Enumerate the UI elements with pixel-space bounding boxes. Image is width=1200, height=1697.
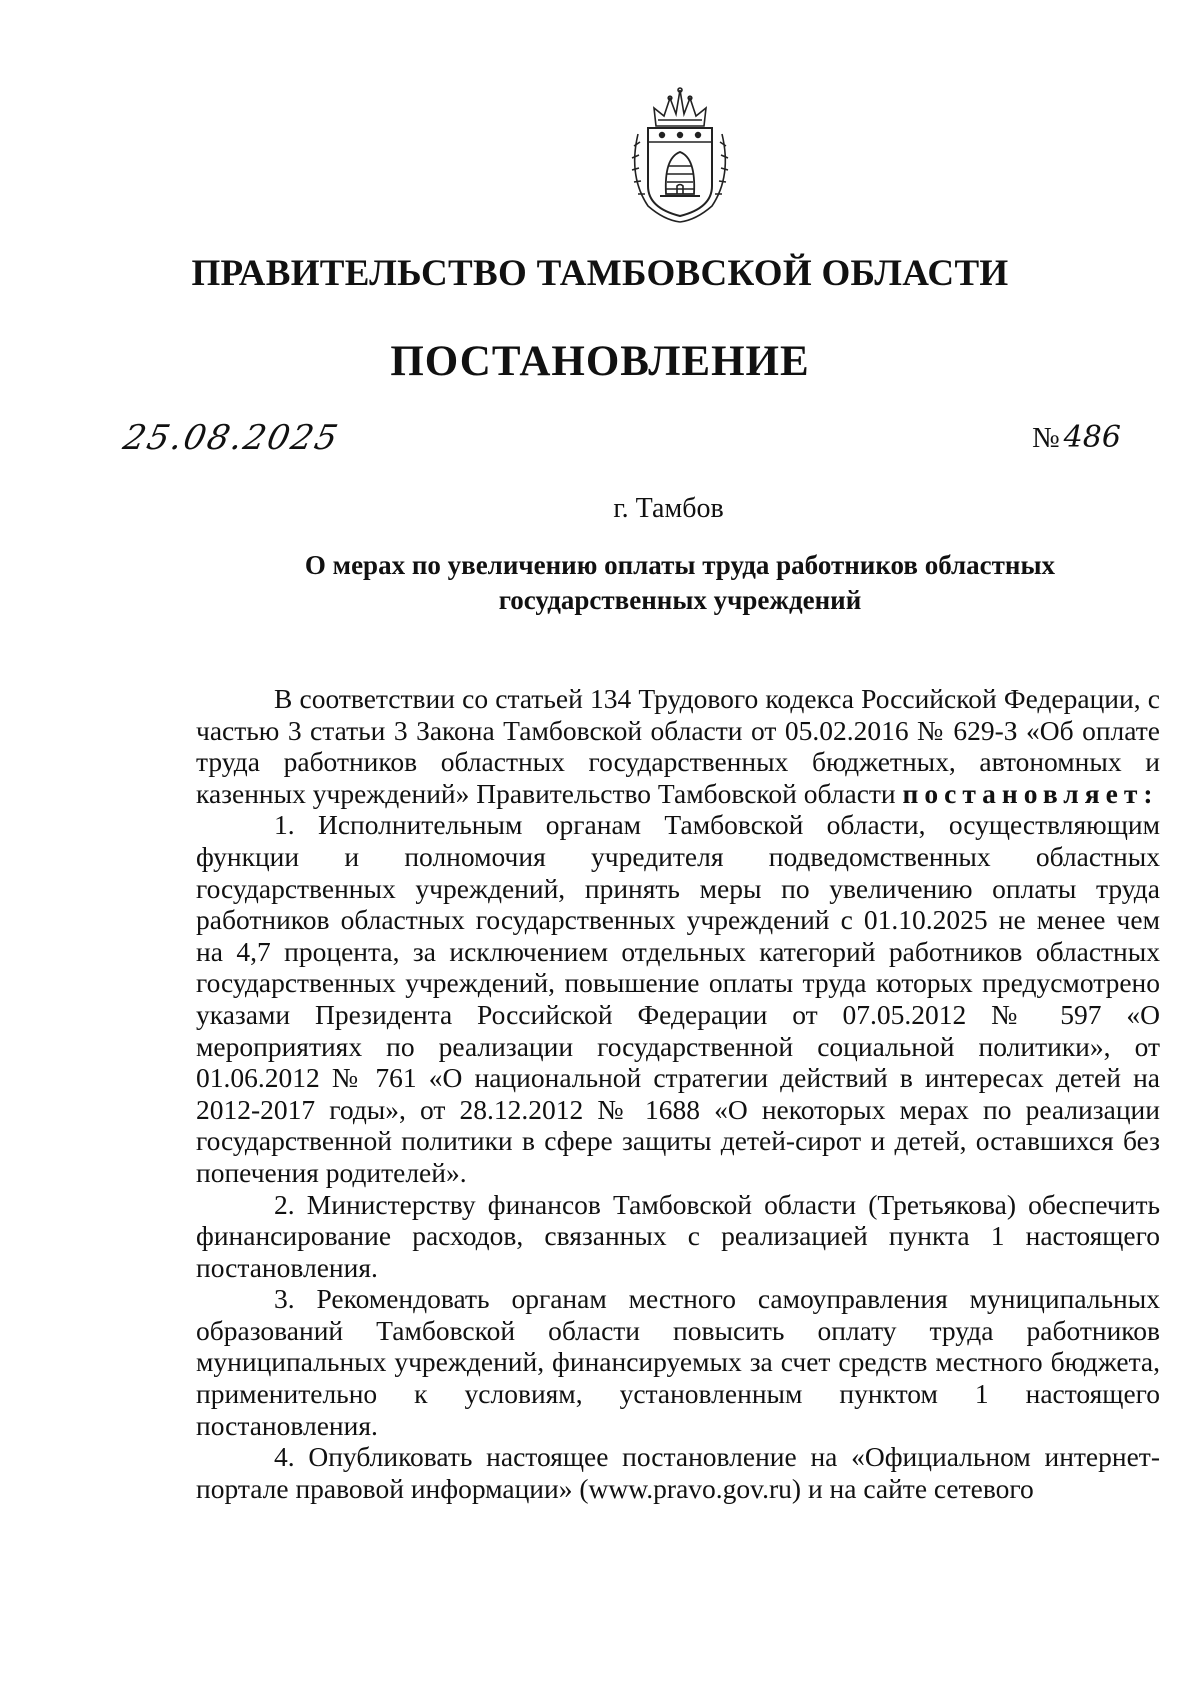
document-number [1032,420,1121,455]
city-line: г. Тамбов [613,493,724,524]
number-prefix: № [1032,422,1060,454]
document-type-heading: ПОСТАНОВЛЕНИЕ [390,338,810,385]
document-subject [200,548,1160,618]
subject-line-2: государственных учреждений [498,585,862,615]
item-3-paragraph: 3. Рекомендовать органам местного самоуправления муниципальных образований Тамбовской области повысить оплату труда работников муниципальных учреждений, финансируемых за счет средств местного бюджета, применительно к условиям, установленным пунктом 1 настоящего постановления. [196,1283,1160,1441]
handwritten-number: 486 [1063,420,1121,455]
handwritten-date: 25.08.2025 [119,418,343,458]
resolves-word: постановляет: [902,777,1159,809]
item-4-paragraph: 4. Опубликовать настоящее постановление на «Официальном интернет-портале правовой информации» (www.pravo.gov.ru) и на сайте сетевого [196,1441,1160,1504]
subject-line-1: О мерах по увеличению оплаты труда работников областных [304,550,1056,580]
item-2-paragraph: 2. Министерству финансов Тамбовской области (Третьякова) обеспечить финансирование расходов, связанных с реализацией пункта 1 настоящего постановления. [196,1188,1160,1283]
preamble-text: В соответствии со статьей 134 Трудового кодекса Российской Федерации, с частью 3 статьи 3 Закона Тамбовской области от 05.02.2016 № 629-З «Об оплате труда работников областных государственных бюджетных, автономных и казенных учреждений» Правительство Тамбовской области [196,683,1160,809]
document-body [196,683,1160,1504]
preamble-paragraph [196,683,1160,809]
coat-of-arms-emblem [626,86,734,226]
government-title: ПРАВИТЕЛЬСТВО ТАМБОВСКОЙ ОБЛАСТИ [191,253,1009,294]
item-1-paragraph: 1. Исполнительным органам Тамбовской области, осуществляющим функции и полномочия учредителя подведомственных областных государственных учреждений, принять меры по увеличению оплаты труда работников областных государственных учреждений с 01.10.2025 не менее чем на 4,7 процента, за исключением отдельных категорий работников областных государственных учреждений, повышение оплаты труда которых предусмотрено указами Президента Российской Федерации от 07.05.2012 № 597 «О мероприятиях по реализации государственной социальной политики», от 01.06.2012 № 761 «О национальной стратегии действий в интересах детей на 2012-2017 годы», от 28.12.2012 № 1688 «О некоторых мерах по реализации государственной политики в сфере защиты детей-сирот и детей, оставшихся без попечения родителей». [196,809,1160,1188]
